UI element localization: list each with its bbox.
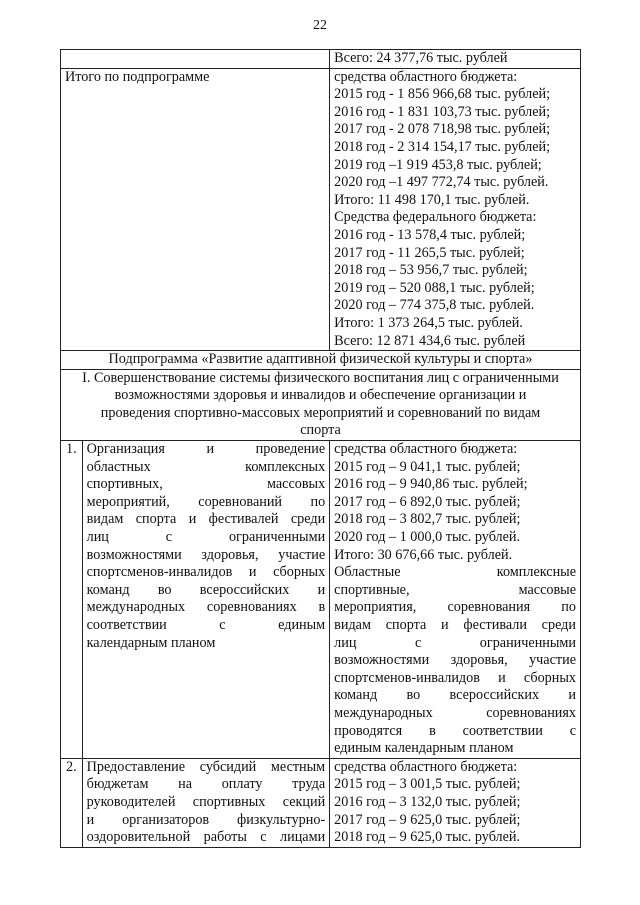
funding-line: средства областного бюджета:	[334, 68, 518, 85]
subtotal-label-cell	[61, 68, 330, 351]
funding-line: 2018 год – 53 956,7 тыс. рублей;	[334, 262, 528, 279]
item-funding-cell	[330, 441, 581, 759]
funding-line: средства областного бюджета:	[334, 441, 518, 458]
description-line: команд во всероссийских и	[86, 581, 326, 598]
funding-line: Итого: 11 498 170,1 тыс. рублей.	[334, 191, 530, 208]
funding-line: Итого: 1 373 264,5 тыс. рублей.	[334, 314, 523, 331]
note-line: проводятся в соответствии с	[334, 722, 576, 739]
section-title-line: I. Совершенствование системы физического воспитания лиц с ограниченными	[82, 369, 559, 386]
subtotal-label: Итого по подпрограмме	[65, 68, 210, 85]
total-line: Всего: 24 377,76 тыс. рублей	[334, 50, 508, 66]
description-line: спортсменов-инвалидов и сборных	[86, 564, 326, 581]
funding-line: 2016 год – 9 940,86 тыс. рублей;	[334, 476, 528, 493]
note-line: возможностями здоровья, участие	[334, 652, 576, 669]
funding-line: Итого: 30 676,66 тыс. рублей.	[334, 546, 513, 563]
description-line: и организаторов физкультурно-	[86, 811, 326, 828]
funding-line: 2019 год –1 919 453,8 тыс. рублей;	[334, 156, 542, 173]
description-line: областных комплексных	[86, 458, 326, 475]
funding-line: Средства федерального бюджета:	[334, 209, 537, 226]
section-title-line: проведения спортивно-массовых мероприятий и соревнований по видам	[100, 404, 541, 421]
program-table	[60, 49, 581, 848]
table-row	[61, 68, 581, 351]
funding-line: 2020 год – 774 375,8 тыс. рублей.	[334, 297, 535, 314]
funding-line: 2018 год - 2 314 154,17 тыс. рублей;	[334, 138, 551, 155]
description-line: спортивных, массовых	[86, 476, 326, 493]
description-line: руководителей спортивных секций	[86, 793, 326, 810]
section-title-cell	[61, 369, 581, 440]
funding-line: 2017 год – 9 625,0 тыс. рублей;	[334, 811, 521, 828]
funding-line: 2018 год – 9 625,0 тыс. рублей.	[334, 829, 521, 846]
funding-line: 2020 год – 1 000,0 тыс. рублей.	[334, 529, 521, 546]
empty-cell	[61, 50, 330, 69]
funding-line: 2017 год - 11 265,5 тыс. рублей;	[334, 244, 525, 261]
description-line: мероприятий, соревнований по	[86, 493, 326, 510]
funding-line: 2019 год – 520 088,1 тыс. рублей;	[334, 279, 535, 296]
item-description-cell	[82, 441, 330, 759]
funding-line: Всего: 12 871 434,6 тыс. рублей	[334, 332, 526, 349]
table-row	[61, 351, 581, 370]
description-line: международных соревнованиях в	[86, 599, 326, 616]
funding-line: средства областного бюджета:	[334, 758, 518, 775]
note-line: команд во всероссийских и	[334, 687, 576, 704]
item-number: 1.	[61, 441, 83, 759]
description-line: бюджетам на оплату труда	[86, 776, 326, 793]
description-line: лиц с ограниченными	[86, 529, 326, 546]
funding-line: 2016 год – 3 132,0 тыс. рублей;	[334, 793, 521, 810]
description-line: соответствии с единым	[86, 617, 326, 633]
item-number: 2.	[61, 758, 83, 847]
note-line: Областные комплексные	[334, 564, 576, 581]
note-line: спортивные, массовые	[334, 581, 576, 598]
funding-line: 2015 год – 3 001,5 тыс. рублей;	[334, 776, 521, 793]
note-line: мероприятия, соревнования по	[334, 599, 576, 616]
table-row	[61, 369, 581, 440]
description-line: видам спорта и фестивалей среди	[86, 511, 326, 528]
note-line: спортсменов-инвалидов и сборных	[334, 669, 576, 686]
subprogram-title: Подпрограмма «Развитие адаптивной физической культуры и спорта»	[61, 351, 581, 370]
note-line: единым календарным планом	[334, 740, 514, 757]
description-line: оздоровительной работы с лицами	[86, 829, 326, 846]
funding-line: 2015 год – 9 041,1 тыс. рублей;	[334, 458, 521, 475]
table-row	[61, 441, 581, 759]
item-description-cell	[82, 758, 330, 847]
funding-line: 2017 год – 6 892,0 тыс. рублей;	[334, 493, 521, 510]
note-line: лиц с ограниченными	[334, 634, 576, 651]
description-line: Организация и проведение	[86, 441, 326, 458]
funding-line: 2017 год - 2 078 718,98 тыс. рублей;	[334, 121, 551, 138]
description-line: календарным планом	[86, 634, 216, 651]
total-cell	[330, 50, 581, 69]
table-row	[61, 50, 581, 69]
funding-line: 2015 год - 1 856 966,68 тыс. рублей;	[334, 86, 551, 103]
funding-line: 2020 год –1 497 772,74 тыс. рублей.	[334, 174, 549, 191]
note-line: видам спорта и фестивали среди	[334, 617, 576, 633]
item-funding-cell	[330, 758, 581, 847]
funding-line: 2016 год - 1 831 103,73 тыс. рублей;	[334, 103, 551, 120]
subtotal-funding-cell	[330, 68, 581, 351]
funding-line: 2018 год – 3 802,7 тыс. рублей;	[334, 511, 521, 528]
table-row	[61, 758, 581, 847]
page-number: 22	[313, 18, 327, 33]
section-title-line: возможностями здоровья и инвалидов и обеспечение организации и	[114, 387, 527, 404]
funding-line: 2016 год - 13 578,4 тыс. рублей;	[334, 226, 526, 243]
description-line: Предоставление субсидий местным	[86, 758, 326, 775]
note-line: международных соревнованиях	[334, 704, 576, 721]
section-title-line: спорта	[300, 422, 341, 439]
description-line: возможностями здоровья, участие	[86, 546, 326, 563]
